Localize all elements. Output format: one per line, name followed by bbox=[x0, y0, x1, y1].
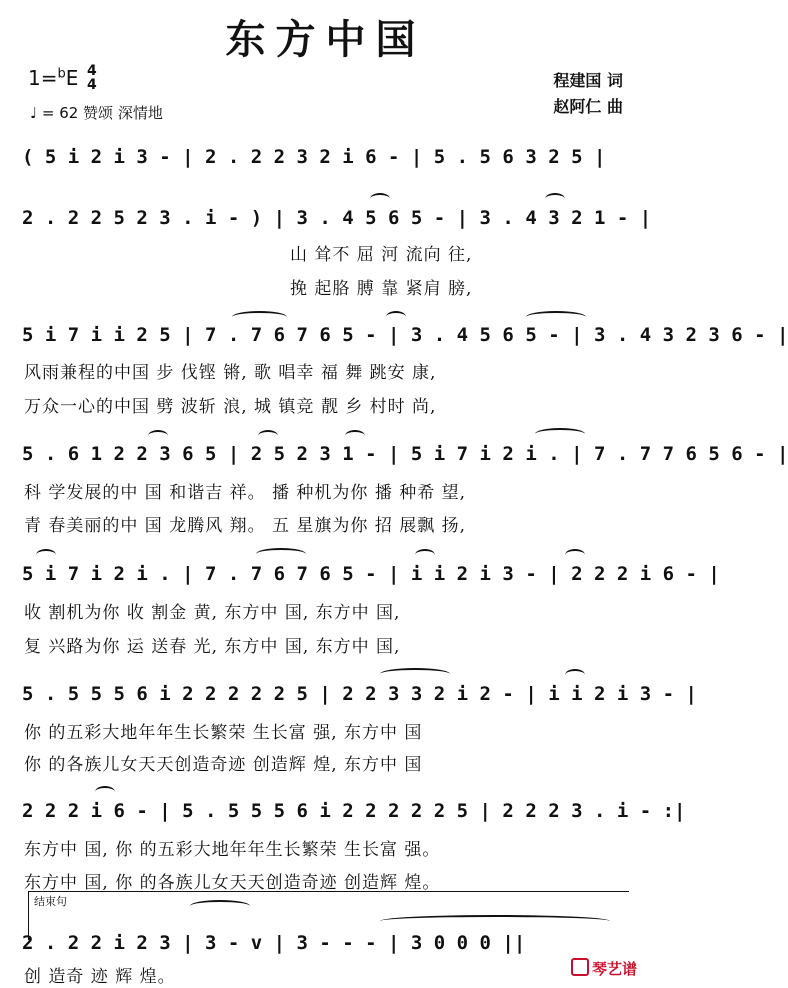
notation-row-4: 5 . 6 1 2 2 3 6 5 | 2 5 2 3 1 - | 5 i 7 i 2 i . | 7 . 7 7 6 5 6 - | bbox=[22, 443, 788, 465]
tempo-marking bbox=[30, 102, 163, 123]
key-prefix: 1= bbox=[28, 66, 58, 90]
quarter-note-icon: ♩ bbox=[30, 104, 38, 122]
logo-text: 琴艺谱 bbox=[591, 960, 637, 978]
tempo-text: = 62 赞颂 深情地 bbox=[41, 104, 163, 122]
lyric-row-4-verse-1: 科 学发展的中 国 和谐吉 祥。 播 种机为你 播 种希 望, bbox=[24, 483, 467, 503]
fermata-mark bbox=[386, 311, 406, 323]
coda-slur bbox=[380, 915, 610, 927]
composer-credit: 赵阿仁 曲 bbox=[553, 97, 623, 116]
lyric-row-2-verse-2: 挽 起胳 膊 靠 紧肩 膀, bbox=[290, 279, 473, 299]
lyric-row-2-verse-1: 山 耸不 屈 河 流向 往, bbox=[290, 245, 473, 265]
time-bottom: 4 bbox=[87, 77, 97, 93]
slur-mark bbox=[535, 428, 585, 440]
time-signature bbox=[87, 64, 97, 92]
lyric-row-3-verse-2: 万众一心的中国 劈 波斩 浪, 城 镇竞 靓 乡 村时 尚, bbox=[24, 397, 437, 417]
slur-mark bbox=[232, 311, 287, 323]
notation-row-3: 5 i 7 i i 2 5 | 7 . 7 6 7 6 5 - | 3 . 4 5 6 5 - | 3 . 4 3 2 3 6 - | bbox=[22, 324, 788, 346]
fermata-mark bbox=[148, 430, 168, 442]
site-logo bbox=[571, 958, 637, 979]
notation-row-5: 5 i 7 i 2 i . | 7 . 7 6 7 6 5 - | i i 2 i 3 - | 2 2 2 i 6 - | bbox=[22, 563, 720, 585]
lyric-row-6-verse-1: 你 的五彩大地年年生长繁荣 生长富 强, 东方中 国 bbox=[24, 723, 423, 743]
notation-row-7: 2 2 2 i 6 - | 5 . 5 5 5 6 i 2 2 2 2 2 5 | 2 2 2 3 . i - :| bbox=[22, 800, 686, 822]
notation-row-6: 5 . 5 5 5 6 i 2 2 2 2 2 5 | 2 2 3 3 2 i 2 - | i i 2 i 3 - | bbox=[22, 683, 697, 705]
key-signature bbox=[28, 66, 78, 90]
lyric-row-6-verse-2: 你 的各族儿女天天创造奇迹 创造辉 煌, 东方中 国 bbox=[24, 755, 423, 775]
slur-mark bbox=[256, 548, 306, 560]
fermata-mark bbox=[95, 786, 115, 798]
lyric-row-7-verse-2: 东方中 国, 你 的各族儿女天天创造奇迹 创造辉 煌。 bbox=[24, 873, 441, 893]
time-top: 4 bbox=[87, 63, 97, 79]
lyricist-credit: 程建国 词 bbox=[553, 71, 623, 90]
slur-mark bbox=[526, 311, 586, 323]
fermata-mark bbox=[415, 549, 435, 561]
fermata-mark bbox=[565, 549, 585, 561]
fermata-mark bbox=[345, 430, 365, 442]
fermata-mark bbox=[258, 430, 278, 442]
logo-icon bbox=[571, 958, 589, 976]
coda-label: 结束句 bbox=[34, 895, 67, 908]
fermata-mark bbox=[545, 193, 565, 205]
key-note: E bbox=[65, 66, 79, 90]
lyric-row-4-verse-2: 青 春美丽的中 国 龙腾风 翔。 五 星旗为你 招 展飘 扬, bbox=[24, 516, 467, 536]
lyric-row-7-verse-1: 东方中 国, 你 的五彩大地年年生长繁荣 生长富 强。 bbox=[24, 840, 441, 860]
lyric-row-5-verse-2: 复 兴路为你 运 送春 光, 东方中 国, 东方中 国, bbox=[24, 637, 401, 657]
coda-notation: 2 . 2 2 i 2 3 | 3 - v | 3 - - - | 3 0 0 0 || bbox=[22, 932, 526, 954]
fermata-mark bbox=[565, 669, 585, 681]
lyric-row-3-verse-1: 风雨兼程的中国 步 伐铿 锵, 歌 唱幸 福 舞 跳安 康, bbox=[24, 363, 437, 383]
lyric-row-5-verse-1: 收 割机为你 收 割金 黄, 东方中 国, 东方中 国, bbox=[24, 603, 401, 623]
notation-row-2: 2 . 2 2 5 2 3 . i - ) | 3 . 4 5 6 5 - | 3 . 4 3 2 1 - | bbox=[22, 207, 652, 229]
song-title: 东方中国 bbox=[225, 17, 426, 63]
notation-row-1: ( 5 i 2 i 3 - | 2 . 2 2 3 2 i 6 - | 5 . 5 6 3 2 5 | bbox=[22, 146, 606, 168]
fermata-mark bbox=[36, 549, 56, 561]
coda-lyrics: 创 造奇 迹 辉 煌。 bbox=[24, 967, 176, 987]
slur-mark bbox=[380, 668, 450, 680]
key-accidental: b bbox=[57, 66, 66, 82]
coda-fermata bbox=[190, 900, 250, 912]
fermata-mark bbox=[370, 193, 390, 205]
